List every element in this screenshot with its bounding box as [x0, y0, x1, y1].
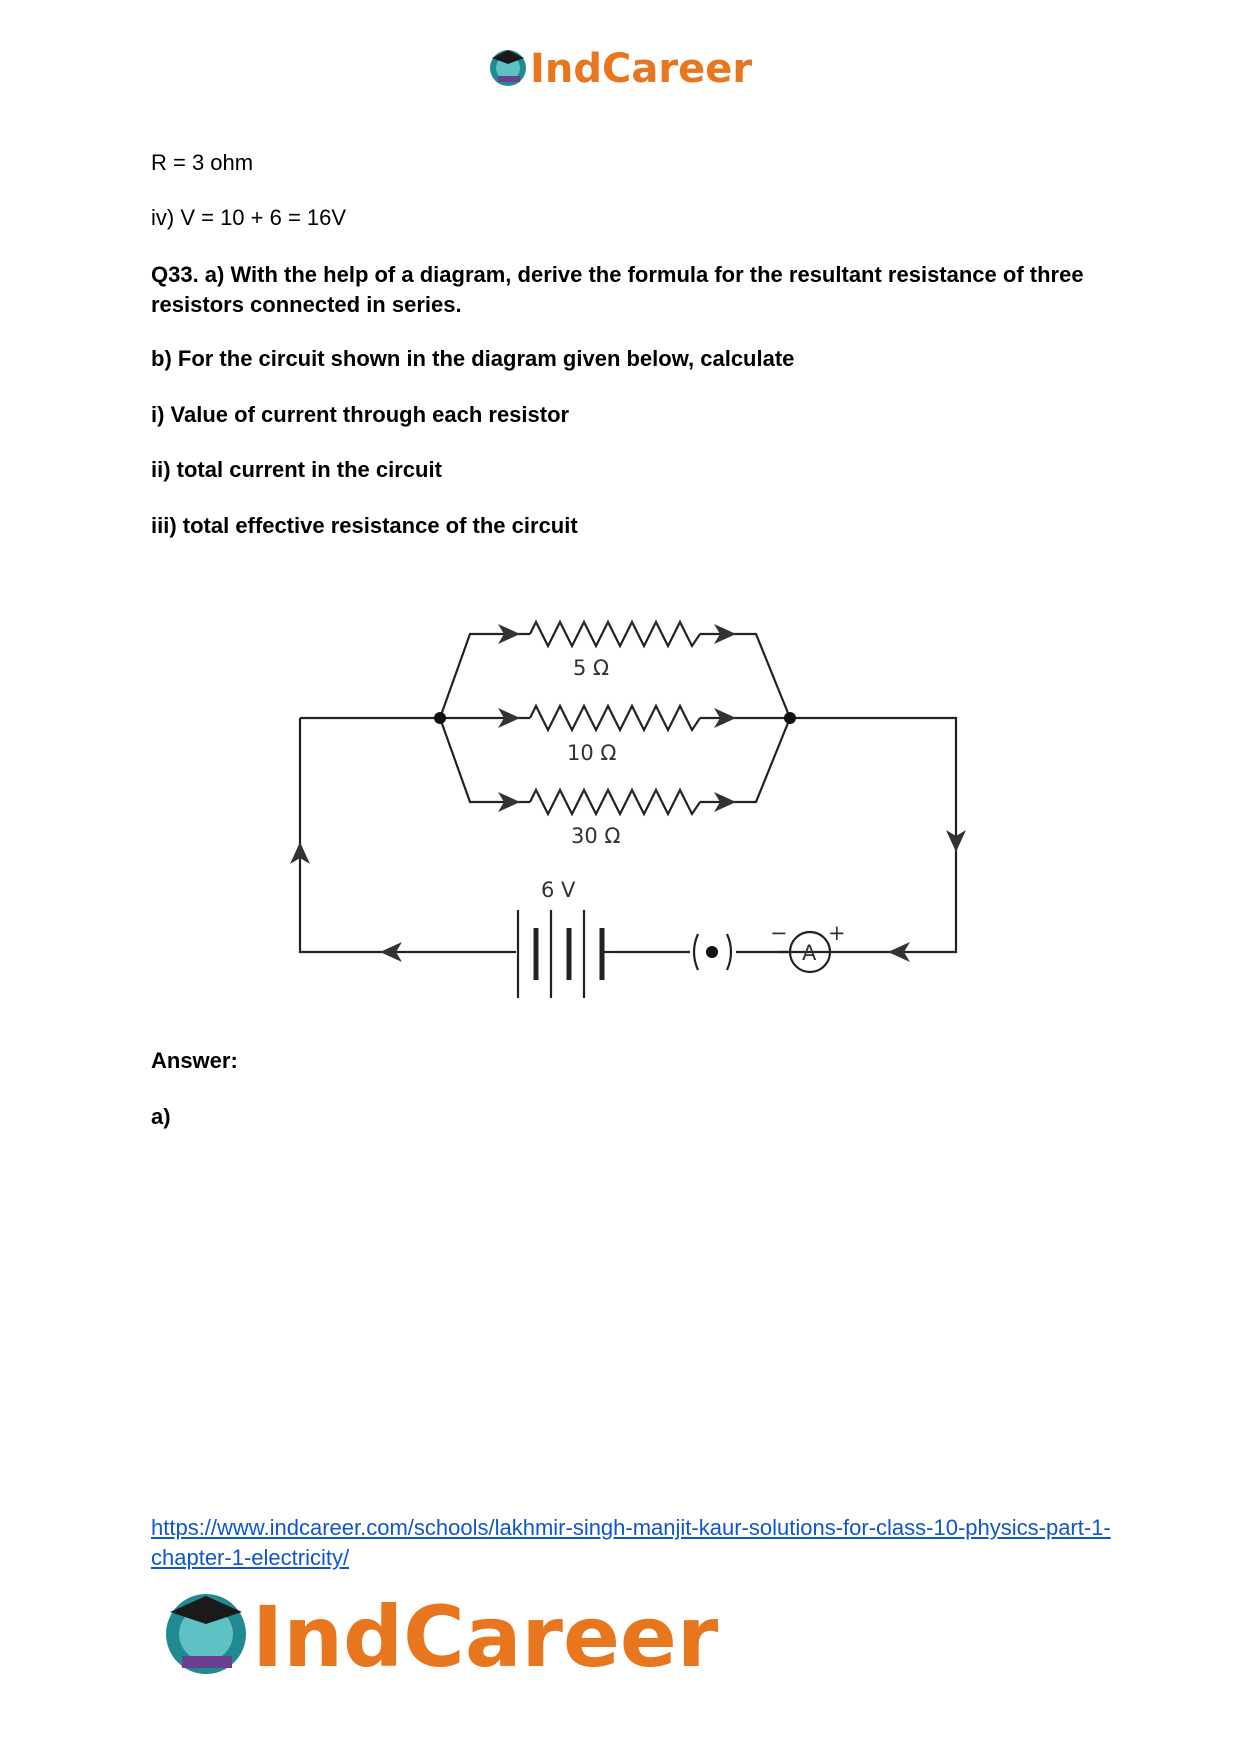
source-url-link[interactable]: https://www.indcareer.com/schools/lakhmir-singh-manjit-kaur-solutions-for-class-10-physics-part-1-chapter-1-electricity/	[151, 1515, 1111, 1570]
answer-label: Answer:	[151, 1048, 238, 1073]
ammeter-minus-label: −	[770, 921, 788, 945]
question-q33-b: b) For the circuit shown in the diagram given below, calculate	[151, 346, 795, 371]
question-q33-a: Q33. a) With the help of a diagram, derive the formula for the resultant resistance of three resistors connected in series.	[151, 262, 1084, 317]
resistor-30-label: 30 Ω	[571, 824, 621, 848]
globe-graduate-icon	[166, 1594, 246, 1674]
logo-text: IndCareer	[530, 46, 753, 92]
question-q33-b-ii: ii) total current in the circuit	[151, 457, 442, 482]
globe-graduate-icon	[490, 50, 526, 86]
ammeter-plus-label: +	[828, 921, 846, 945]
indcareer-footer-logo	[160, 1578, 720, 1686]
battery-label: 6 V	[541, 878, 576, 902]
resistor-10-label: 10 Ω	[567, 741, 617, 765]
question-q33-b-iii: iii) total effective resistance of the circuit	[151, 513, 578, 538]
circuit-diagram	[290, 610, 970, 1010]
answer-a-label: a)	[151, 1104, 171, 1129]
question-q33-b-i: i) Value of current through each resistor	[151, 402, 570, 427]
current-arrows	[290, 624, 966, 962]
line-r: R = 3 ohm	[151, 150, 254, 175]
logo-text: IndCareer	[252, 1588, 719, 1686]
resistor-5-label: 5 Ω	[573, 656, 610, 680]
indcareer-logo	[488, 40, 768, 96]
plug-key-dot	[706, 946, 718, 958]
line-iv: iv) V = 10 + 6 = 16V	[151, 205, 347, 230]
ammeter-label: A	[802, 941, 817, 965]
